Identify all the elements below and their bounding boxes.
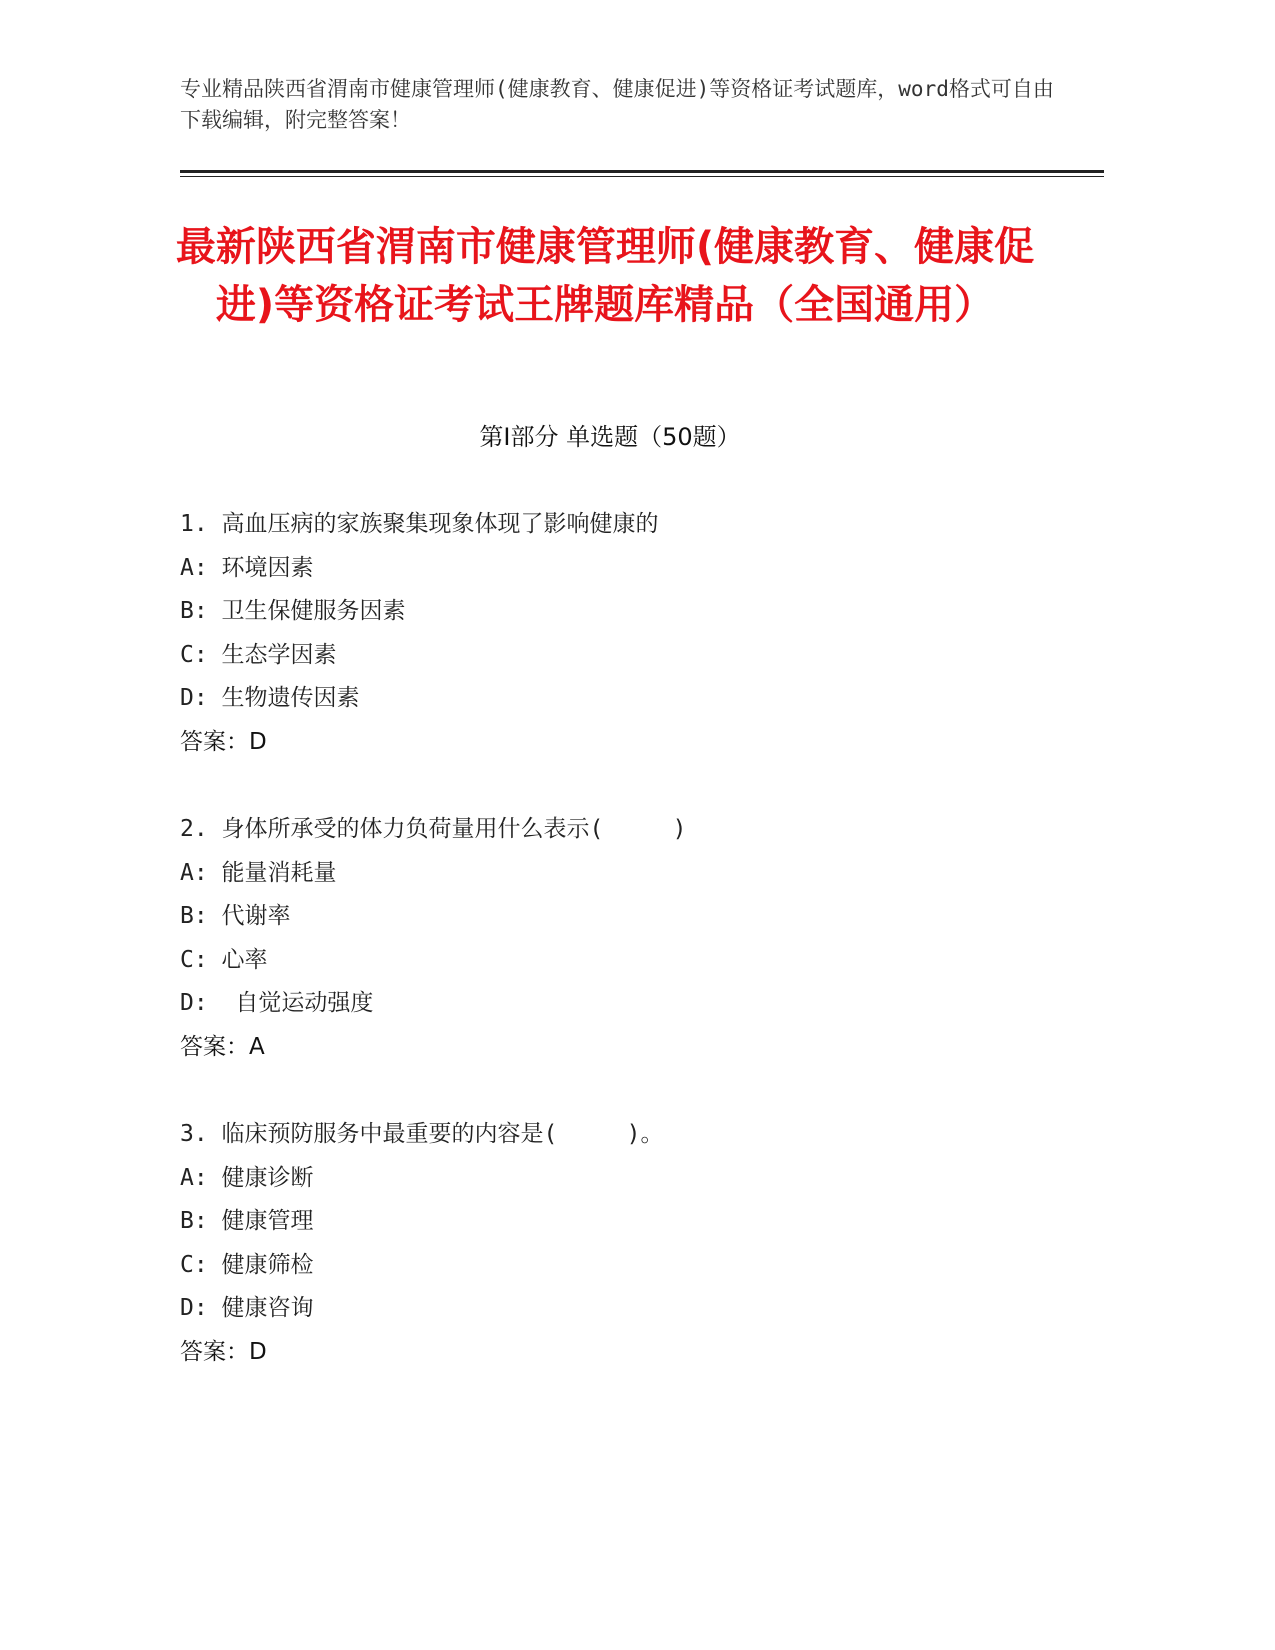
- option-c: C: 健康筛检: [180, 1251, 314, 1278]
- answer: 答案：D: [180, 1338, 267, 1365]
- question-1: [180, 503, 1080, 764]
- answer: 答案：A: [180, 1033, 265, 1060]
- section-heading: 第Ⅰ部分 单选题（50题）: [479, 423, 741, 451]
- document-title: 最新陕西省渭南市健康管理师(健康教育、健康促进)等资格证考试王牌题库精品（全国通用）: [175, 224, 1035, 328]
- header-rule-thin: [180, 176, 1104, 177]
- question-3: [180, 1113, 1080, 1374]
- question-stem: 3. 临床预防服务中最重要的内容是( )。: [180, 1121, 664, 1147]
- header-note: 专业精品陕西省渭南市健康管理师(健康教育、健康促进)等资格证考试题库，word格式可自由下载编辑，附完整答案！: [180, 77, 1054, 132]
- option-b: B: 代谢率: [180, 903, 291, 929]
- header-rule-thick: [180, 170, 1104, 173]
- answer: 答案：D: [180, 728, 267, 755]
- question-2: [180, 808, 1080, 1069]
- option-d: D: 生物遗传因素: [180, 685, 360, 711]
- option-a: A: 健康诊断: [180, 1164, 314, 1191]
- option-a: A: 环境因素: [180, 554, 314, 581]
- option-b: B: 健康管理: [180, 1208, 314, 1234]
- option-d: D: 健康咨询: [180, 1295, 314, 1321]
- option-c: C: 生态学因素: [180, 641, 337, 668]
- question-stem: 1. 高血压病的家族聚集现象体现了影响健康的: [180, 511, 659, 537]
- option-a: A: 能量消耗量: [180, 859, 337, 886]
- option-d: D: 自觉运动强度: [180, 990, 374, 1016]
- option-b: B: 卫生保健服务因素: [180, 598, 406, 624]
- question-stem: 2. 身体所承受的体力负荷量用什么表示( ): [180, 816, 687, 842]
- option-c: C: 心率: [180, 946, 268, 973]
